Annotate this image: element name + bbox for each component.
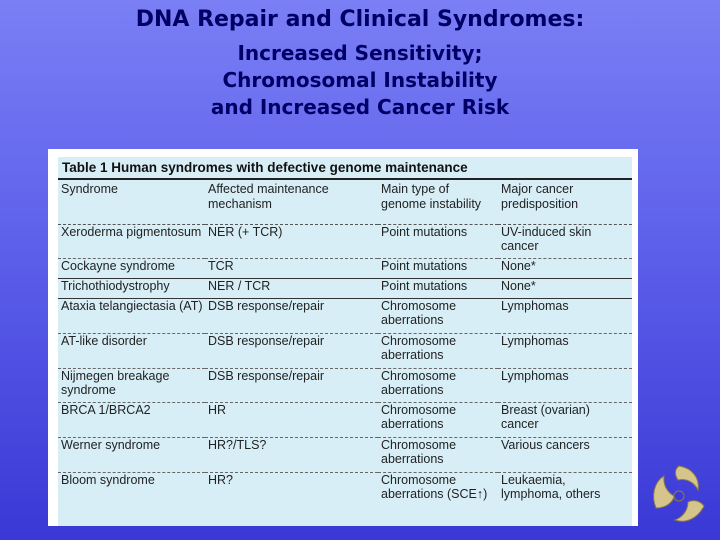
table-cell: DSB response/repair bbox=[205, 333, 378, 368]
subtitle-line: Increased Sensitivity; bbox=[237, 41, 483, 65]
table-row bbox=[58, 472, 632, 520]
table-cell: Chromosome aberrations bbox=[378, 298, 498, 333]
table-cell: Leukaemia, lymphoma, others bbox=[501, 472, 601, 501]
table-cell: Ataxia telangiectasia (AT) bbox=[58, 298, 205, 333]
table-cell: None* bbox=[498, 278, 632, 298]
column-header: Major cancer predisposition bbox=[498, 181, 632, 224]
table-cell: Point mutations bbox=[378, 224, 498, 258]
table-cell: Lymphomas bbox=[498, 333, 632, 368]
table-inner bbox=[58, 157, 632, 526]
table-row bbox=[58, 278, 632, 298]
heading-rule bbox=[58, 178, 632, 180]
column-header: Main type of genome instability bbox=[378, 181, 498, 224]
table-cell: Point mutations bbox=[378, 258, 498, 278]
column-header: Syndrome bbox=[58, 181, 205, 224]
table-cell: HR? bbox=[208, 472, 234, 487]
table-cell: Nijmegen breakage syndrome bbox=[58, 368, 205, 402]
table-cell: Point mutations bbox=[378, 278, 498, 298]
table-cell: DSB response/repair bbox=[205, 298, 378, 333]
table-cell: Trichothiodystrophy bbox=[58, 278, 205, 298]
table-row bbox=[58, 402, 632, 437]
table-cell: AT-like disorder bbox=[58, 333, 205, 368]
table-cell: Xeroderma pigmentosum bbox=[58, 224, 205, 258]
table-cell: Chromosome aberrations bbox=[378, 437, 498, 472]
table-cell: TCR bbox=[205, 258, 378, 278]
table-row bbox=[58, 258, 632, 278]
subtitle-line: and Increased Cancer Risk bbox=[210, 95, 510, 119]
slide-subtitle bbox=[0, 40, 720, 121]
table-cell: DSB response/repair bbox=[205, 368, 378, 402]
column-header: Affected maintenance mechanism bbox=[205, 181, 378, 224]
subtitle-line: Chromosomal Instability bbox=[222, 68, 498, 92]
table-cell: Breast (ovarian) cancer bbox=[498, 402, 632, 437]
table-row bbox=[58, 298, 632, 333]
swirl-logo-icon bbox=[648, 462, 710, 528]
table-cell: NER (+ TCR) bbox=[205, 224, 378, 258]
syndromes-table bbox=[58, 181, 632, 520]
table-cell: Various cancers bbox=[498, 437, 632, 472]
table-cell: HR?/TLS? bbox=[205, 437, 378, 472]
table-row bbox=[58, 333, 632, 368]
table-cell: None* bbox=[498, 258, 632, 278]
table-cell: Chromosome aberrations bbox=[378, 333, 498, 368]
table-cell: Chromosome aberrations bbox=[378, 402, 498, 437]
table-cell: Werner syndrome bbox=[58, 437, 205, 472]
table-row bbox=[58, 437, 632, 472]
table-header-row bbox=[58, 181, 632, 224]
table-heading: Table 1 Human syndromes with defective genome maintenance bbox=[62, 160, 468, 175]
table-cell: HR bbox=[205, 402, 378, 437]
table-cell: BRCA 1/BRCA2 bbox=[58, 402, 205, 437]
table-cell: Cockayne syndrome bbox=[58, 258, 205, 278]
table-row bbox=[58, 368, 632, 402]
table-cell: Chromosome aberrations (SCE↑) bbox=[381, 472, 488, 501]
table-cell: UV-induced skin cancer bbox=[498, 224, 632, 258]
table-row bbox=[58, 224, 632, 258]
table-image-panel bbox=[48, 149, 638, 526]
table-cell: Lymphomas bbox=[498, 368, 632, 402]
table-cell: Bloom syndrome bbox=[61, 472, 155, 487]
slide-title: DNA Repair and Clinical Syndromes: bbox=[135, 7, 585, 32]
table-cell: Chromosome aberrations bbox=[378, 368, 498, 402]
table-cell: Lymphomas bbox=[498, 298, 632, 333]
table-cell: NER / TCR bbox=[205, 278, 378, 298]
